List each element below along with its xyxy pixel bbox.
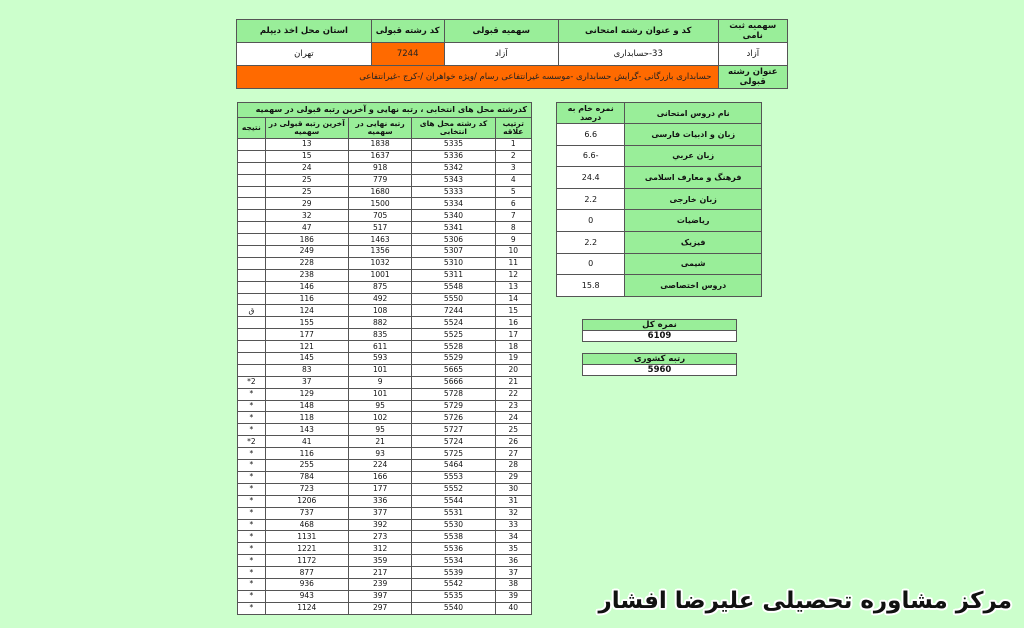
final-rank-cell: 1032	[348, 257, 412, 269]
final-rank-cell: 297	[348, 602, 412, 614]
table-row	[557, 145, 762, 167]
table-row	[238, 543, 532, 555]
priority-cell: 40	[495, 602, 532, 614]
result-cell: *	[238, 531, 266, 543]
result-cell	[238, 198, 266, 210]
result-cell	[238, 222, 266, 234]
last-rank-cell: 1172	[265, 555, 348, 567]
last-rank-cell: 24	[265, 162, 348, 174]
result-cell: *	[238, 412, 266, 424]
col-result-header: نتیجه	[238, 118, 266, 139]
code-cell: 5336	[412, 150, 495, 162]
result-cell	[238, 269, 266, 281]
quota-type-value: آزاد	[718, 43, 788, 66]
choices-body	[238, 139, 532, 615]
final-rank-cell: 1001	[348, 269, 412, 281]
final-rank-cell: 101	[348, 388, 412, 400]
priority-cell: 32	[495, 507, 532, 519]
priority-cell: 12	[495, 269, 532, 281]
result-cell	[238, 353, 266, 365]
last-rank-cell: 1221	[265, 543, 348, 555]
last-rank-cell: 943	[265, 590, 348, 602]
table-row	[238, 471, 532, 483]
code-cell: 5535	[412, 590, 495, 602]
result-cell: 2*	[238, 436, 266, 448]
priority-cell: 2	[495, 150, 532, 162]
result-cell	[238, 186, 266, 198]
last-rank-cell: 1131	[265, 531, 348, 543]
final-rank-cell: 835	[348, 329, 412, 341]
table-row	[238, 186, 532, 198]
subject-cell: زبان و ادبیات فارسی	[625, 124, 762, 146]
table-row	[238, 317, 532, 329]
final-rank-cell: 166	[348, 471, 412, 483]
table-row	[238, 412, 532, 424]
priority-cell: 1	[495, 139, 532, 151]
field-code-title-header: کد و عنوان رشته امتحانی	[558, 20, 718, 43]
priority-cell: 8	[495, 222, 532, 234]
table-row	[238, 341, 532, 353]
last-rank-cell: 47	[265, 222, 348, 234]
result-cell: *	[238, 578, 266, 590]
code-cell: 5464	[412, 460, 495, 472]
code-cell: 5334	[412, 198, 495, 210]
priority-cell: 24	[495, 412, 532, 424]
final-rank-cell: 492	[348, 293, 412, 305]
last-rank-cell: 723	[265, 483, 348, 495]
final-rank-cell: 312	[348, 543, 412, 555]
diploma-province-value: تهران	[237, 43, 372, 66]
table-row	[238, 376, 532, 388]
result-cell: *	[238, 483, 266, 495]
last-rank-cell: 118	[265, 412, 348, 424]
last-rank-cell: 129	[265, 388, 348, 400]
admitted-quota-header: سهمیه قبولی	[444, 20, 558, 43]
table-row	[238, 483, 532, 495]
priority-cell: 35	[495, 543, 532, 555]
result-cell: *	[238, 495, 266, 507]
final-rank-cell: 517	[348, 222, 412, 234]
priority-cell: 4	[495, 174, 532, 186]
priority-cell: 29	[495, 471, 532, 483]
table-row	[238, 519, 532, 531]
table-row	[238, 424, 532, 436]
final-rank-cell: 217	[348, 567, 412, 579]
choices-caption: کدرشته محل های انتخابی ، رتبه نهایی و آخرین رتبه قبولی در سهمیه	[238, 103, 532, 118]
result-cell: *	[238, 555, 266, 567]
code-cell: 5529	[412, 353, 495, 365]
priority-cell: 7	[495, 210, 532, 222]
table-row	[238, 329, 532, 341]
final-rank-cell: 377	[348, 507, 412, 519]
subject-cell: فرهنگ و معارف اسلامی	[625, 167, 762, 189]
table-row	[238, 210, 532, 222]
table-row	[238, 590, 532, 602]
result-cell	[238, 329, 266, 341]
priority-cell: 17	[495, 329, 532, 341]
result-cell	[238, 246, 266, 258]
last-rank-cell: 116	[265, 293, 348, 305]
admitted-field-code-value: 7244	[371, 43, 444, 66]
result-cell	[238, 234, 266, 246]
result-cell: *	[238, 448, 266, 460]
priority-cell: 6	[495, 198, 532, 210]
table-row	[238, 531, 532, 543]
code-cell: 5724	[412, 436, 495, 448]
last-rank-cell: 41	[265, 436, 348, 448]
priority-cell: 11	[495, 257, 532, 269]
code-cell: 5311	[412, 269, 495, 281]
subject-cell: زبان خارجی	[625, 188, 762, 210]
code-cell: 5539	[412, 567, 495, 579]
code-cell: 5544	[412, 495, 495, 507]
subject-cell: فیزیک	[625, 231, 762, 253]
field-code-title-value: 33-حسابداری	[558, 43, 718, 66]
code-cell: 5524	[412, 317, 495, 329]
final-rank-cell: 1463	[348, 234, 412, 246]
code-cell: 5552	[412, 483, 495, 495]
admitted-field-value: حسابداری بازرگانی -گرایش حسابداری -موسسه غیرانتفاعی رسام /ویژه خواهران /-کرج -غیرانتفاعی	[237, 66, 719, 89]
last-rank-cell: 13	[265, 139, 348, 151]
priority-cell: 18	[495, 341, 532, 353]
table-row	[238, 234, 532, 246]
last-rank-cell: 29	[265, 198, 348, 210]
last-rank-cell: 25	[265, 186, 348, 198]
result-cell: *	[238, 424, 266, 436]
result-cell	[238, 364, 266, 376]
result-cell: ق	[238, 305, 266, 317]
national-rank-value: 5960	[583, 365, 737, 376]
final-rank-cell: 1838	[348, 139, 412, 151]
percent-cell: 0	[557, 253, 625, 275]
code-cell: 5531	[412, 507, 495, 519]
subject-cell: زبان عربي	[625, 145, 762, 167]
priority-cell: 13	[495, 281, 532, 293]
table-row	[238, 174, 532, 186]
code-cell: 5548	[412, 281, 495, 293]
priority-cell: 25	[495, 424, 532, 436]
table-row	[238, 293, 532, 305]
table-row	[238, 150, 532, 162]
priority-cell: 38	[495, 578, 532, 590]
code-cell: 5729	[412, 400, 495, 412]
col-last-rank-header: آخرین رتبه قبولی در سهمیه	[265, 118, 348, 139]
code-cell: 5666	[412, 376, 495, 388]
final-rank-cell: 611	[348, 341, 412, 353]
last-rank-cell: 1124	[265, 602, 348, 614]
result-cell: *	[238, 460, 266, 472]
final-rank-cell: 95	[348, 424, 412, 436]
diploma-province-header: استان محل اخذ دیپلم	[237, 20, 372, 43]
priority-cell: 19	[495, 353, 532, 365]
table-row	[238, 198, 532, 210]
priority-cell: 22	[495, 388, 532, 400]
priority-cell: 34	[495, 531, 532, 543]
subject-cell: دروس اختصاصی	[625, 275, 762, 297]
admitted-field-label: عنوان رشته قبولی	[718, 66, 788, 89]
col-code-header: کد رشته محل های انتخابی	[412, 118, 495, 139]
subject-cell: ریاضیات	[625, 210, 762, 232]
admitted-quota-value: آزاد	[444, 43, 558, 66]
table-row	[238, 139, 532, 151]
last-rank-cell: 116	[265, 448, 348, 460]
total-score-box	[582, 319, 737, 342]
priority-cell: 36	[495, 555, 532, 567]
table-row	[557, 188, 762, 210]
final-rank-cell: 108	[348, 305, 412, 317]
subject-cell: شیمی	[625, 253, 762, 275]
priority-cell: 31	[495, 495, 532, 507]
table-row	[238, 460, 532, 472]
result-cell	[238, 150, 266, 162]
code-cell: 5726	[412, 412, 495, 424]
result-cell	[238, 257, 266, 269]
percent-cell: 15.8	[557, 275, 625, 297]
result-cell	[238, 174, 266, 186]
result-cell	[238, 281, 266, 293]
result-cell: 2*	[238, 376, 266, 388]
priority-cell: 37	[495, 567, 532, 579]
table-row	[238, 448, 532, 460]
total-score-value: 6109	[583, 331, 737, 342]
col-final-rank-header: رتبه نهایی در سهمیه	[348, 118, 412, 139]
table-row	[238, 305, 532, 317]
table-row	[238, 495, 532, 507]
code-cell: 5530	[412, 519, 495, 531]
result-cell	[238, 293, 266, 305]
last-rank-cell: 936	[265, 578, 348, 590]
last-rank-cell: 255	[265, 460, 348, 472]
final-rank-cell: 397	[348, 590, 412, 602]
table-row	[238, 222, 532, 234]
result-cell: *	[238, 388, 266, 400]
percent-cell: -6.6	[557, 145, 625, 167]
code-cell: 5534	[412, 555, 495, 567]
national-rank-label: رتبه کشوری	[583, 354, 737, 365]
table-row	[557, 210, 762, 232]
last-rank-cell: 146	[265, 281, 348, 293]
result-cell	[238, 210, 266, 222]
priority-cell: 33	[495, 519, 532, 531]
last-rank-cell: 124	[265, 305, 348, 317]
result-cell	[238, 139, 266, 151]
final-rank-cell: 21	[348, 436, 412, 448]
code-cell: 5525	[412, 329, 495, 341]
national-rank-box	[582, 353, 737, 376]
code-cell: 5725	[412, 448, 495, 460]
priority-cell: 28	[495, 460, 532, 472]
result-cell: *	[238, 543, 266, 555]
last-rank-cell: 784	[265, 471, 348, 483]
result-cell: *	[238, 519, 266, 531]
last-rank-cell: 143	[265, 424, 348, 436]
table-row	[238, 281, 532, 293]
code-cell: 5341	[412, 222, 495, 234]
percent-cell: 24.4	[557, 167, 625, 189]
table-row	[238, 246, 532, 258]
result-cell	[238, 317, 266, 329]
final-rank-cell: 359	[348, 555, 412, 567]
final-rank-cell: 1637	[348, 150, 412, 162]
last-rank-cell: 121	[265, 341, 348, 353]
final-rank-cell: 239	[348, 578, 412, 590]
result-cell: *	[238, 471, 266, 483]
result-cell	[238, 341, 266, 353]
code-cell: 5536	[412, 543, 495, 555]
final-rank-cell: 1356	[348, 246, 412, 258]
table-row	[557, 275, 762, 297]
final-rank-cell: 224	[348, 460, 412, 472]
final-rank-cell: 779	[348, 174, 412, 186]
final-rank-cell: 392	[348, 519, 412, 531]
priority-cell: 16	[495, 317, 532, 329]
code-cell: 5728	[412, 388, 495, 400]
final-rank-cell: 875	[348, 281, 412, 293]
code-cell: 5538	[412, 531, 495, 543]
final-rank-cell: 593	[348, 353, 412, 365]
last-rank-cell: 25	[265, 174, 348, 186]
table-row	[238, 388, 532, 400]
priority-cell: 20	[495, 364, 532, 376]
quota-type-header: سهمیه ثبت نامی	[718, 20, 788, 43]
final-rank-cell: 177	[348, 483, 412, 495]
result-cell	[238, 162, 266, 174]
code-cell: 5306	[412, 234, 495, 246]
last-rank-cell: 1206	[265, 495, 348, 507]
table-row	[238, 578, 532, 590]
final-rank-cell: 1680	[348, 186, 412, 198]
watermark-logo: مرکز مشاوره تحصیلی علیرضا افشار	[598, 588, 1012, 614]
last-rank-cell: 148	[265, 400, 348, 412]
table-row	[238, 257, 532, 269]
table-row	[238, 507, 532, 519]
percent-header: نمره خام به درصد	[557, 103, 625, 124]
table-row	[238, 353, 532, 365]
percent-cell: 0	[557, 210, 625, 232]
priority-cell: 14	[495, 293, 532, 305]
total-score-label: نمره کل	[583, 320, 737, 331]
code-cell: 5340	[412, 210, 495, 222]
last-rank-cell: 15	[265, 150, 348, 162]
final-rank-cell: 95	[348, 400, 412, 412]
table-row	[557, 124, 762, 146]
final-rank-cell: 101	[348, 364, 412, 376]
priority-cell: 23	[495, 400, 532, 412]
final-rank-cell: 882	[348, 317, 412, 329]
candidate-info-table	[236, 19, 788, 89]
last-rank-cell: 468	[265, 519, 348, 531]
percent-cell: 6.6	[557, 124, 625, 146]
table-row	[238, 400, 532, 412]
scores-table	[556, 102, 762, 297]
final-rank-cell: 273	[348, 531, 412, 543]
table-row	[238, 364, 532, 376]
code-cell: 5528	[412, 341, 495, 353]
priority-cell: 5	[495, 186, 532, 198]
table-row	[557, 231, 762, 253]
code-cell: 5343	[412, 174, 495, 186]
final-rank-cell: 1500	[348, 198, 412, 210]
table-row	[238, 162, 532, 174]
table-row	[238, 436, 532, 448]
last-rank-cell: 32	[265, 210, 348, 222]
table-row	[238, 269, 532, 281]
priority-cell: 21	[495, 376, 532, 388]
result-cell: *	[238, 590, 266, 602]
result-cell: *	[238, 567, 266, 579]
last-rank-cell: 83	[265, 364, 348, 376]
scores-body	[557, 124, 762, 297]
code-cell: 5542	[412, 578, 495, 590]
priority-cell: 10	[495, 246, 532, 258]
code-cell: 5553	[412, 471, 495, 483]
final-rank-cell: 9	[348, 376, 412, 388]
priority-cell: 3	[495, 162, 532, 174]
last-rank-cell: 177	[265, 329, 348, 341]
final-rank-cell: 93	[348, 448, 412, 460]
table-row	[557, 253, 762, 275]
last-rank-cell: 238	[265, 269, 348, 281]
last-rank-cell: 877	[265, 567, 348, 579]
result-cell: *	[238, 400, 266, 412]
percent-cell: 2.2	[557, 188, 625, 210]
last-rank-cell: 155	[265, 317, 348, 329]
code-cell: 5307	[412, 246, 495, 258]
final-rank-cell: 705	[348, 210, 412, 222]
code-cell: 5665	[412, 364, 495, 376]
percent-cell: 2.2	[557, 231, 625, 253]
code-cell: 5550	[412, 293, 495, 305]
code-cell: 5540	[412, 602, 495, 614]
last-rank-cell: 145	[265, 353, 348, 365]
col-priority-header: ترتیب علاقه	[495, 118, 532, 139]
admitted-field-code-header: کد رشته قبولی	[371, 20, 444, 43]
last-rank-cell: 37	[265, 376, 348, 388]
table-row	[238, 567, 532, 579]
final-rank-cell: 336	[348, 495, 412, 507]
code-cell: 5310	[412, 257, 495, 269]
table-row	[238, 555, 532, 567]
code-cell: 5335	[412, 139, 495, 151]
table-row	[557, 167, 762, 189]
subject-header: نام دروس امتحانی	[625, 103, 762, 124]
priority-cell: 26	[495, 436, 532, 448]
last-rank-cell: 249	[265, 246, 348, 258]
priority-cell: 27	[495, 448, 532, 460]
priority-cell: 39	[495, 590, 532, 602]
code-cell: 7244	[412, 305, 495, 317]
last-rank-cell: 186	[265, 234, 348, 246]
code-cell: 5333	[412, 186, 495, 198]
priority-cell: 30	[495, 483, 532, 495]
final-rank-cell: 918	[348, 162, 412, 174]
code-cell: 5342	[412, 162, 495, 174]
last-rank-cell: 737	[265, 507, 348, 519]
result-cell: *	[238, 602, 266, 614]
code-cell: 5727	[412, 424, 495, 436]
choices-table	[237, 102, 532, 615]
result-cell: *	[238, 507, 266, 519]
last-rank-cell: 228	[265, 257, 348, 269]
table-row	[238, 602, 532, 614]
priority-cell: 9	[495, 234, 532, 246]
final-rank-cell: 102	[348, 412, 412, 424]
priority-cell: 15	[495, 305, 532, 317]
